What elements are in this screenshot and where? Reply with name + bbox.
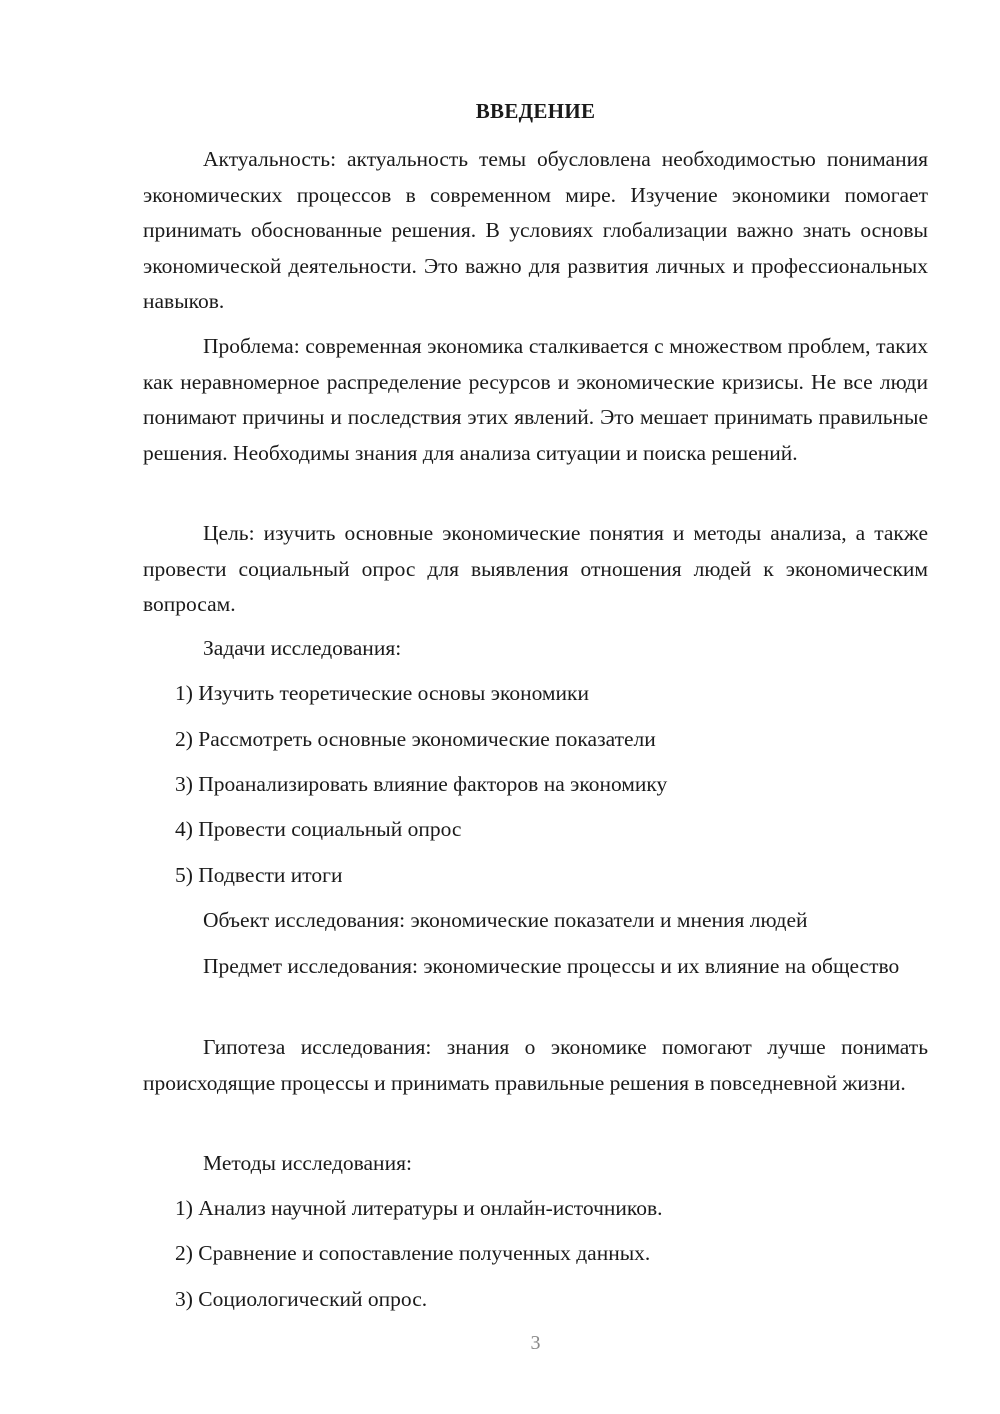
hypothesis-paragraph: Гипотеза исследования: знания о экономике помогают лучше понимать происходящие процессы и принимать правильные решения в повседневной жизни. — [143, 1035, 928, 1095]
task-item: 1) Изучить теоретические основы экономики — [175, 681, 589, 705]
task-item: 2) Рассмотреть основные экономические показатели — [175, 727, 656, 751]
page-number: 3 — [530, 1332, 541, 1354]
subject-paragraph: Предмет исследования: экономические процессы и их влияние на общество — [203, 954, 900, 978]
tasks-heading: Задачи исследования: — [203, 636, 402, 660]
method-item: 2) Сравнение и сопоставление полученных данных. — [175, 1241, 651, 1265]
method-item: 1) Анализ научной литературы и онлайн-источников. — [175, 1196, 663, 1220]
task-item: 3) Проанализировать влияние факторов на экономику — [175, 772, 668, 796]
relevance-paragraph: Актуальность: актуальность темы обусловлена необходимостью понимания экономических процессов в современном мире. Изучение экономики помогает принимать обоснованные решения. В условиях глобализации важно знать основы экономической деятельности. Это важно для развития личных и профессиональных навыков. — [143, 147, 928, 313]
section-title: ВВЕДЕНИЕ — [475, 99, 596, 123]
object-paragraph: Объект исследования: экономические показатели и мнения людей — [203, 908, 808, 932]
method-item: 3) Социологический опрос. — [175, 1287, 428, 1311]
task-item: 5) Подвести итоги — [175, 863, 343, 887]
problem-paragraph: Проблема: современная экономика сталкивается с множеством проблем, таких как неравномерное распределение ресурсов и экономические кризисы. Не все люди понимают причины и последствия этих явлений. Это мешает принимать правильные решения. Необходимы знания для анализа ситуации и поиска решений. — [143, 334, 928, 465]
goal-paragraph: Цель: изучить основные экономические понятия и методы анализа, а также провести социальный опрос для выявления отношения людей к экономическим вопросам. — [143, 521, 928, 616]
methods-heading: Методы исследования: — [203, 1151, 412, 1175]
task-item: 4) Провести социальный опрос — [175, 817, 462, 841]
